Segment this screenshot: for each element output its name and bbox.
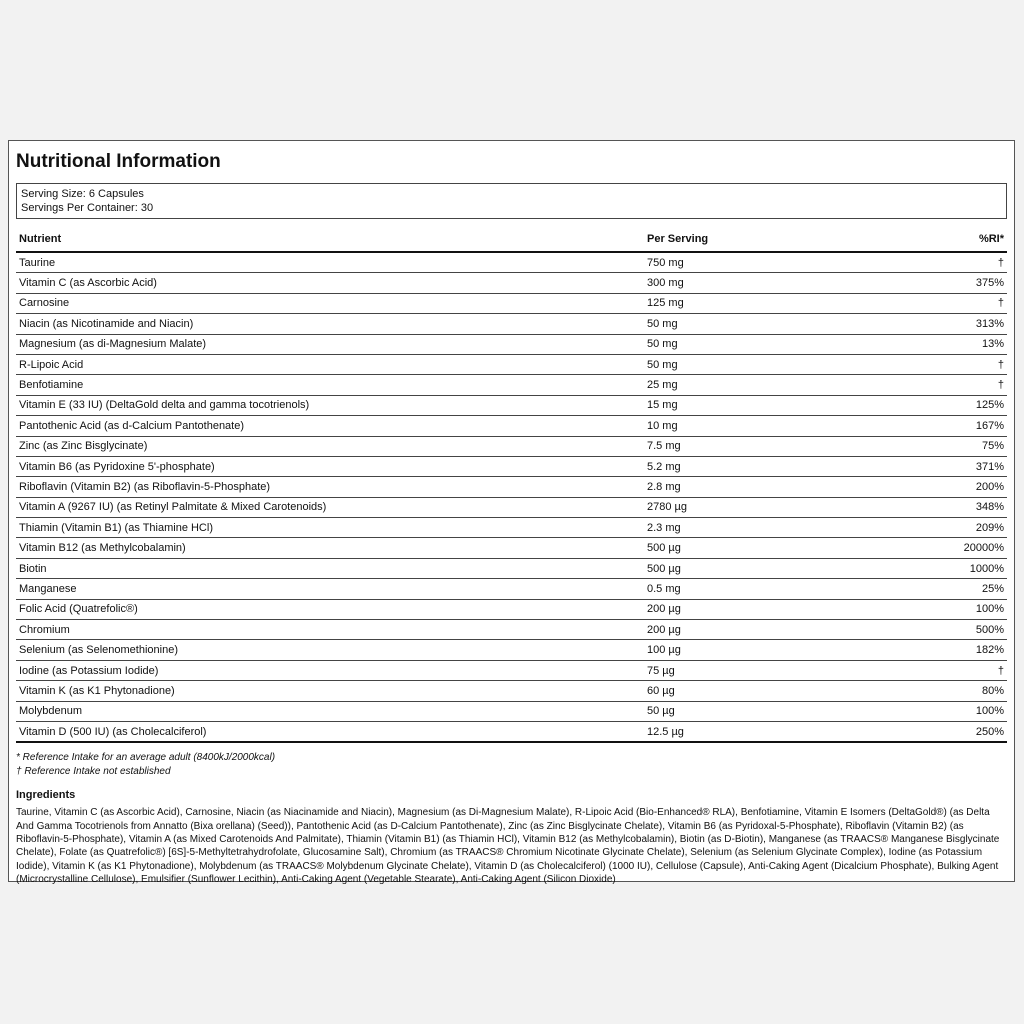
footnote-not-established: † Reference Intake not established [16,766,171,778]
table-row [16,334,1007,354]
per-serving-cell: 50 µg [644,701,901,721]
serving-size: Serving Size: 6 Capsules [21,188,144,200]
per-serving-cell: 7.5 mg [644,436,901,456]
table-row [16,518,1007,538]
per-serving-cell: 50 mg [644,354,901,374]
nutrient-name-cell: Molybdenum [16,701,644,721]
per-serving-cell: 125 mg [644,293,901,313]
nutrient-name-cell: Niacin (as Nicotinamide and Niacin) [16,314,644,334]
ri-percent-cell: 371% [901,456,1007,476]
per-serving-cell: 100 µg [644,640,901,660]
table-row [16,395,1007,415]
ri-percent-cell: 100% [901,599,1007,619]
ri-percent-cell: † [901,375,1007,395]
nutrient-name-cell: Vitamin B12 (as Methylcobalamin) [16,538,644,558]
per-serving-cell: 2.8 mg [644,477,901,497]
table-row [16,293,1007,313]
table-row [16,538,1007,558]
nutrient-name-cell: Vitamin D (500 IU) (as Cholecalciferol) [16,721,644,742]
nutrient-name-cell: Magnesium (as di-Magnesium Malate) [16,334,644,354]
nutrient-name-cell: Zinc (as Zinc Bisglycinate) [16,436,644,456]
per-serving-cell: 5.2 mg [644,456,901,476]
servings-per-container: Servings Per Container: 30 [21,202,154,214]
per-serving-cell: 500 µg [644,558,901,578]
header-per-serving: Per Serving [644,227,901,252]
table-row [16,252,1007,273]
nutrient-table [16,227,1007,743]
ingredients-text: Taurine, Vitamin C (as Ascorbic Acid), Carnosine, Niacin (as Niacinamide and Niacin), Magnesium (as Di-Magnesium Malate), R-Lipoic Acid (Bio-Enhanced® RLA), Benfotiamine, Vitamin E Isomers (DeltaGold®) (as Delta And Gamma Tocotrienols from Annatto (Bixa orellana) (Seed)), Pantothenic Acid (as D-Calcium Pantothenate), Zinc (as Zinc Bisglycinate Chelate), Vitamin B6 (as Pyridoxal-5-Phosphate), Riboflavin (Vitamin B2) (as Riboflavin-5-Phosphate), Vitamin A (as Mixed Carotenoids And Palmitate), Thiamin (Vitamin B1) (as Thiamin HCl), Vitamin B12 (as Methylcobalamin), Biotin (as D-Biotin), Manganese (as TRAACS® Manganese Bisglycinate Chelate), Folate (as Quatrefolic®) [6S]-5-Methyltetrahydrofolate, Glucosamine Salt), Chromium (as TRAACS® Chromium Nicotinate Glycinate Chelate), Selenium (as Selenium Glycinate Complex), Iodine (as Potassium Iodide), Vitamin K (as K1 Phytonadione), Molybdenum (as TRAACS® Molybdenum Glycinate Chelate), Vitamin D (as Cholecalciferol) (1000 IU), Cellulose (Capsule), Anti-Caking Agent (Dicalcium Phosphate), Bulking Agent (Microcrystalline Cellulose), Emulsifier (Sunflower Lecithin), Anti-Caking Agent (Vegetable Stearate), Anti-Caking Agent (Silicon Dioxide) [16,807,1000,885]
per-serving-cell: 2780 µg [644,497,901,517]
ri-percent-cell: 209% [901,518,1007,538]
ri-percent-cell: 200% [901,477,1007,497]
table-row [16,640,1007,660]
per-serving-cell: 50 mg [644,314,901,334]
ingredients-heading: Ingredients [16,789,76,802]
per-serving-cell: 750 mg [644,252,901,273]
table-row [16,497,1007,517]
nutrition-panel [8,140,1015,885]
ri-percent-cell: † [901,354,1007,374]
ri-percent-cell: † [901,252,1007,273]
header-ri: %RI* [901,227,1007,252]
ri-percent-cell: 500% [901,620,1007,640]
nutrient-name-cell: Vitamin K (as K1 Phytonadione) [16,681,644,701]
table-row [16,456,1007,476]
per-serving-cell: 2.3 mg [644,518,901,538]
nutrient-name-cell: Benfotiamine [16,375,644,395]
ri-percent-cell: † [901,660,1007,680]
per-serving-cell: 500 µg [644,538,901,558]
ri-percent-cell: 25% [901,579,1007,599]
ri-percent-cell: † [901,293,1007,313]
ri-percent-cell: 75% [901,436,1007,456]
per-serving-cell: 15 mg [644,395,901,415]
footnote-reference-intake: * Reference Intake for an average adult (8400kJ/2000kcal) [16,752,276,764]
ri-percent-cell: 313% [901,314,1007,334]
table-row [16,375,1007,395]
per-serving-cell: 200 µg [644,620,901,640]
table-row [16,354,1007,374]
nutrient-name-cell: Chromium [16,620,644,640]
nutrient-name-cell: Vitamin B6 (as Pyridoxine 5'-phosphate) [16,456,644,476]
per-serving-cell: 12.5 µg [644,721,901,742]
nutrient-name-cell: Vitamin A (9267 IU) (as Retinyl Palmitate & Mixed Carotenoids) [16,497,644,517]
table-row [16,620,1007,640]
nutrient-name-cell: Biotin [16,558,644,578]
table-row [16,416,1007,436]
ri-percent-cell: 182% [901,640,1007,660]
nutrient-table-body [16,252,1007,742]
per-serving-cell: 60 µg [644,681,901,701]
per-serving-cell: 300 mg [644,273,901,293]
table-row [16,701,1007,721]
table-row [16,314,1007,334]
table-row [16,558,1007,578]
table-row [16,660,1007,680]
header-nutrient: Nutrient [16,227,644,252]
table-header-row [16,227,1007,252]
nutrient-name-cell: Selenium (as Selenomethionine) [16,640,644,660]
table-row [16,681,1007,701]
nutrient-name-cell: Taurine [16,252,644,273]
nutrient-name-cell: Carnosine [16,293,644,313]
nutrient-name-cell: Folic Acid (Quatrefolic®) [16,599,644,619]
table-row [16,599,1007,619]
nutrient-name-cell: Riboflavin (Vitamin B2) (as Riboflavin-5-Phosphate) [16,477,644,497]
per-serving-cell: 75 µg [644,660,901,680]
table-row [16,579,1007,599]
ri-percent-cell: 348% [901,497,1007,517]
ri-percent-cell: 13% [901,334,1007,354]
ri-percent-cell: 1000% [901,558,1007,578]
ri-percent-cell: 250% [901,721,1007,742]
nutrient-name-cell: Pantothenic Acid (as d-Calcium Pantothenate) [16,416,644,436]
ri-percent-cell: 167% [901,416,1007,436]
ri-percent-cell: 100% [901,701,1007,721]
per-serving-cell: 200 µg [644,599,901,619]
nutrient-name-cell: Manganese [16,579,644,599]
nutrient-name-cell: R-Lipoic Acid [16,354,644,374]
page-title: Nutritional Information [16,151,221,172]
ri-percent-cell: 80% [901,681,1007,701]
ri-percent-cell: 125% [901,395,1007,415]
per-serving-cell: 0.5 mg [644,579,901,599]
table-row [16,477,1007,497]
per-serving-cell: 25 mg [644,375,901,395]
ri-percent-cell: 20000% [901,538,1007,558]
footnotes [16,751,1007,779]
table-row [16,273,1007,293]
per-serving-cell: 50 mg [644,334,901,354]
nutrient-name-cell: Vitamin E (33 IU) (DeltaGold delta and gamma tocotrienols) [16,395,644,415]
table-row [16,436,1007,456]
per-serving-cell: 10 mg [644,416,901,436]
nutrient-name-cell: Vitamin C (as Ascorbic Acid) [16,273,644,293]
ri-percent-cell: 375% [901,273,1007,293]
nutrient-name-cell: Thiamin (Vitamin B1) (as Thiamine HCl) [16,518,644,538]
serving-info-box [16,183,1007,219]
table-row [16,721,1007,742]
nutrient-name-cell: Iodine (as Potassium Iodide) [16,660,644,680]
